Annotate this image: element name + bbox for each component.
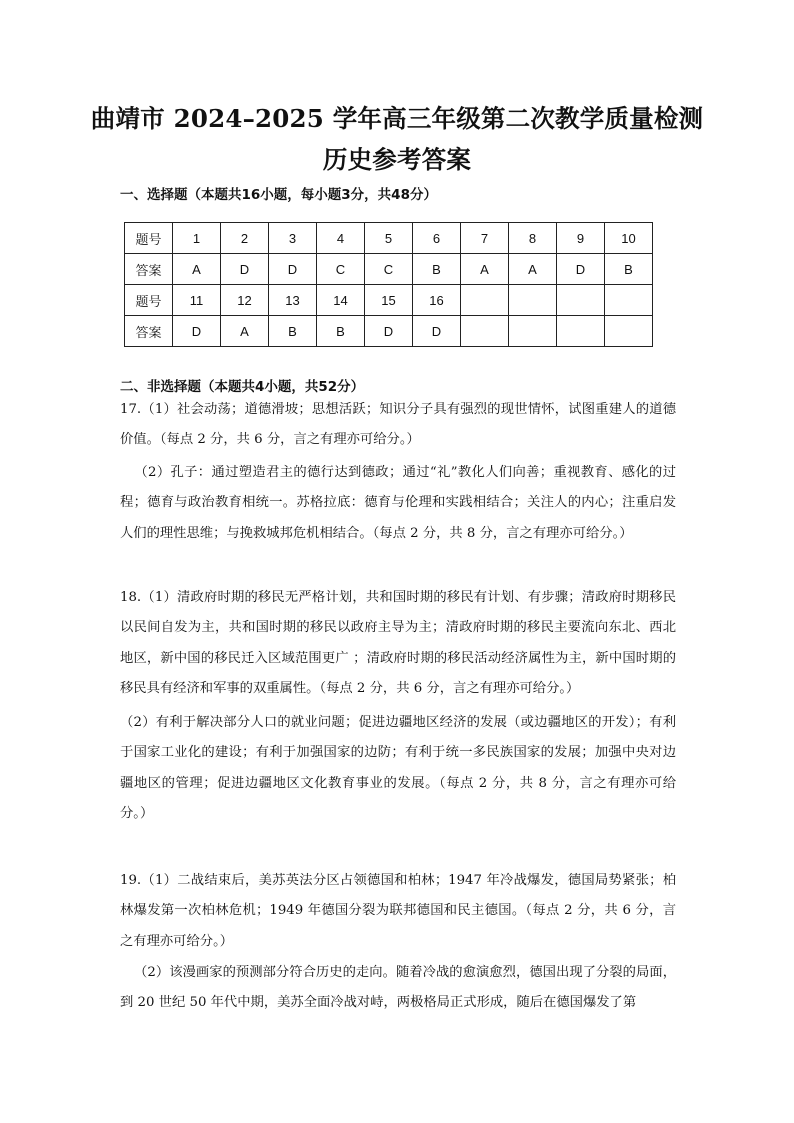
table-cell	[509, 316, 557, 347]
table-cell: 答案	[125, 254, 173, 285]
table-cell: 7	[461, 223, 509, 254]
answer-17-part2-text: （2）孔子：通过塑造君主的德行达到德政；通过“礼”教化人们向善；重视教育、感化的过程；德育与政治教育相统一。苏格拉底：德育与伦理和实践相结合；关注人的内心；注重启发人们的理性思维；与挽救城邦危机相结合。（每点 2 分，共 8 分，言之有理亦可给分。）	[120, 465, 676, 541]
table-cell	[461, 316, 509, 347]
table-cell: 10	[605, 223, 653, 254]
table-row	[125, 223, 653, 254]
table-cell: 1	[173, 223, 221, 254]
table-cell	[461, 285, 509, 316]
document-subtitle: 历史参考答案	[322, 145, 472, 174]
table-cell: A	[461, 254, 509, 285]
table-cell: 11	[173, 285, 221, 316]
table-cell: D	[557, 254, 605, 285]
table-cell: 2	[221, 223, 269, 254]
table-cell: D	[173, 316, 221, 347]
answer-17-part1: 17.（1）社会动荡；道德滑坡；思想活跃；知识分子具有强烈的现世情怀，试图重建人的道德价值。（每点 2 分，共 6 分，言之有理亦可给分。）	[120, 402, 676, 448]
table-cell: D	[365, 316, 413, 347]
table-cell: 题号	[125, 285, 173, 316]
answer-19-part1: 19.（1）二战结束后，美苏英法分区占领德国和柏林；1947 年冷战爆发，德国局势紧张；柏林爆发第一次柏林危机；1949 年德国分裂为联邦德国和民主德国。（每点 2 分，共 6 分，言之有理亦可给分。）	[120, 873, 676, 949]
table-cell: 5	[365, 223, 413, 254]
table-cell: A	[509, 254, 557, 285]
table-row	[125, 316, 653, 347]
answer-19-part2	[120, 958, 676, 1019]
section-heading-choice: 一、选择题（本题共16小题，每小题3分，共48分）	[120, 187, 437, 203]
table-cell	[605, 316, 653, 347]
answer-18-part2: （2）有利于解决部分人口的就业问题；促进边疆地区经济的发展（或边疆地区的开发）；有利于国家工业化的建设；有利于加强国家的边防；有利于统一多民族国家的发展；加强中央对边疆地区的管理；促进边疆地区文化教育事业的发展。（每点 2 分，共 8 分，言之有理亦可给分。）	[120, 715, 676, 821]
table-cell	[557, 285, 605, 316]
table-cell: 8	[509, 223, 557, 254]
table-cell: B	[413, 254, 461, 285]
table-cell: B	[269, 316, 317, 347]
table-cell: D	[413, 316, 461, 347]
table-cell: 题号	[125, 223, 173, 254]
answer-17-part2	[120, 458, 676, 549]
table-cell: 9	[557, 223, 605, 254]
table-cell: B	[317, 316, 365, 347]
table-cell	[605, 285, 653, 316]
table-cell: 16	[413, 285, 461, 316]
table-cell: 4	[317, 223, 365, 254]
table-cell: C	[365, 254, 413, 285]
table-cell: 15	[365, 285, 413, 316]
table-cell: 13	[269, 285, 317, 316]
table-cell: 12	[221, 285, 269, 316]
table-row	[125, 285, 653, 316]
table-cell: C	[317, 254, 365, 285]
table-cell: 3	[269, 223, 317, 254]
section-heading-nonchoice: 二、非选择题（本题共4小题，共52分）	[120, 379, 365, 395]
table-cell: 6	[413, 223, 461, 254]
table-cell: D	[221, 254, 269, 285]
table-cell	[509, 285, 557, 316]
table-cell: 答案	[125, 316, 173, 347]
table-cell: 14	[317, 285, 365, 316]
table-cell: D	[269, 254, 317, 285]
table-cell	[557, 316, 605, 347]
answer-18-part1: 18.（1）清政府时期的移民无严格计划，共和国时期的移民有计划、有步骤；清政府时期移民以民间自发为主，共和国时期的移民以政府主导为主；清政府时期的移民主要流向东北、西北地区，新中国的移民迁入区域范围更广 ；清政府时期的移民活动经济属性为主，新中国时期的移民具有经济和军事的双重属性。（每点 2 分，共 6 分，言之有理亦可给分。）	[120, 590, 676, 696]
answer-table	[124, 222, 653, 347]
table-cell: B	[605, 254, 653, 285]
table-cell: A	[173, 254, 221, 285]
document-title: 曲靖市 2024–2025 学年高三年级第二次教学质量检测	[90, 104, 704, 133]
table-cell: A	[221, 316, 269, 347]
answer-19-part2-text: （2）该漫画家的预测部分符合历史的走向。随着冷战的愈演愈烈，德国出现了分裂的局面，到 20 世纪 50 年代中期，美苏全面冷战对峙，两极格局正式形成，随后在德国爆发了第	[120, 965, 676, 1011]
table-row	[125, 254, 653, 285]
